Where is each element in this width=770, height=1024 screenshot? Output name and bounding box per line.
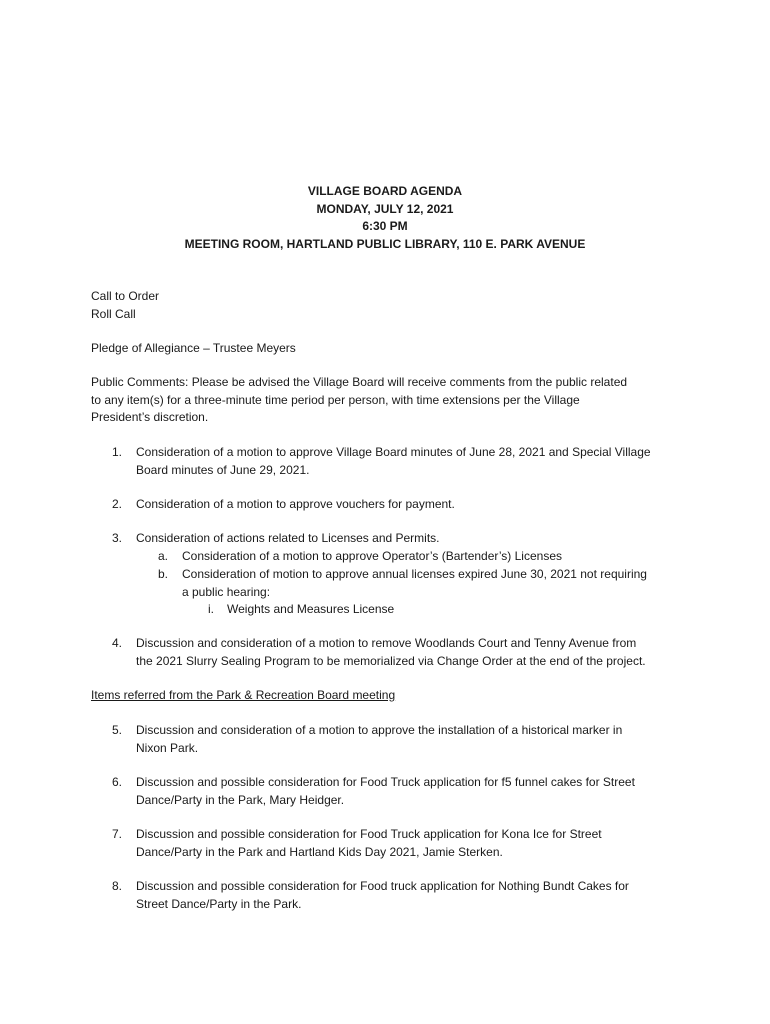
- item-number: 2.: [112, 497, 123, 511]
- item-text: [136, 444, 692, 479]
- item-line: Consideration of a motion to approve vouchers for payment.: [136, 497, 455, 511]
- item-number: 1.: [112, 445, 123, 459]
- subitem-label: b.: [158, 567, 169, 581]
- subitem-text: [182, 548, 682, 566]
- item-text: [136, 635, 692, 670]
- call-to-order: Call to Order: [91, 289, 160, 303]
- opening-section: [91, 288, 686, 323]
- item-text: [136, 530, 692, 548]
- item-line: Discussion and possible consideration for Food Truck application for f5 funnel cakes for Street: [136, 775, 635, 789]
- meeting-location: MEETING ROOM, HARTLAND PUBLIC LIBRARY, 110 E. PARK AVENUE: [184, 236, 586, 251]
- item-line: Consideration of a motion to approve Village Board minutes of June 28, 2021 and Special Village: [136, 445, 651, 459]
- subitem-text: [182, 566, 682, 601]
- pledge-section: [91, 340, 686, 358]
- subitem-text: [227, 601, 677, 619]
- public-comments-line: Public Comments: Please be advised the Village Board will receive comments from the public related: [91, 375, 628, 389]
- meeting-time: 6:30 PM: [362, 219, 408, 233]
- agenda-title: VILLAGE BOARD AGENDA: [307, 184, 463, 198]
- item-line: Discussion and possible consideration for Food Truck application for Kona Ice for Street: [136, 827, 602, 841]
- roll-call: Roll Call: [91, 306, 136, 321]
- item-number: 5.: [112, 723, 123, 737]
- item-line: Consideration of actions related to Licenses and Permits.: [136, 531, 440, 545]
- item-line: Nixon Park.: [136, 740, 199, 755]
- item-line: Discussion and possible consideration for Food truck application for Nothing Bundt Cakes for: [136, 879, 629, 893]
- item-text: [136, 496, 692, 514]
- public-comments-line: to any item(s) for a three-minute time period per person, with time extensions per the Village: [91, 392, 580, 407]
- subitem-line: Consideration of motion to approve annual licenses expired June 30, 2021 not requiring: [182, 567, 647, 581]
- subitem-line: a public hearing:: [182, 584, 271, 599]
- item-text: [136, 878, 692, 913]
- item-line: Dance/Party in the Park, Mary Heidger.: [136, 792, 345, 807]
- subitem-label: i.: [208, 602, 214, 616]
- item-line: Street Dance/Party in the Park.: [136, 896, 302, 911]
- item-text: [136, 774, 692, 809]
- public-comments: [91, 374, 686, 427]
- item-number: 6.: [112, 775, 123, 789]
- item-number: 4.: [112, 636, 123, 650]
- meeting-date: MONDAY, JULY 12, 2021: [316, 201, 454, 216]
- park-recreation-section: [91, 687, 686, 705]
- pledge-of-allegiance: Pledge of Allegiance – Trustee Meyers: [91, 341, 296, 355]
- item-number: 3.: [112, 531, 123, 545]
- item-number: 8.: [112, 879, 123, 893]
- item-text: [136, 722, 692, 757]
- item-line: Dance/Party in the Park and Hartland Kids Day 2021, Jamie Sterken.: [136, 844, 503, 859]
- subitem-line: Weights and Measures License: [227, 602, 395, 616]
- section-heading: Items referred from the Park & Recreation Board meeting: [91, 688, 396, 702]
- agenda-header: [0, 183, 770, 253]
- item-line: Board minutes of June 29, 2021.: [136, 462, 310, 477]
- item-line: the 2021 Slurry Sealing Program to be memorialized via Change Order at the end of the project.: [136, 653, 646, 668]
- public-comments-line: President’s discretion.: [91, 410, 209, 424]
- item-number: 7.: [112, 827, 123, 841]
- item-line: Discussion and consideration of a motion to approve the installation of a historical marker in: [136, 723, 623, 737]
- item-text: [136, 826, 692, 861]
- item-line: Discussion and consideration of a motion to remove Woodlands Court and Tenny Avenue from: [136, 636, 637, 650]
- subitem-label: a.: [158, 549, 169, 563]
- subitem-line: Consideration of a motion to approve Operator’s (Bartender’s) Licenses: [182, 549, 562, 563]
